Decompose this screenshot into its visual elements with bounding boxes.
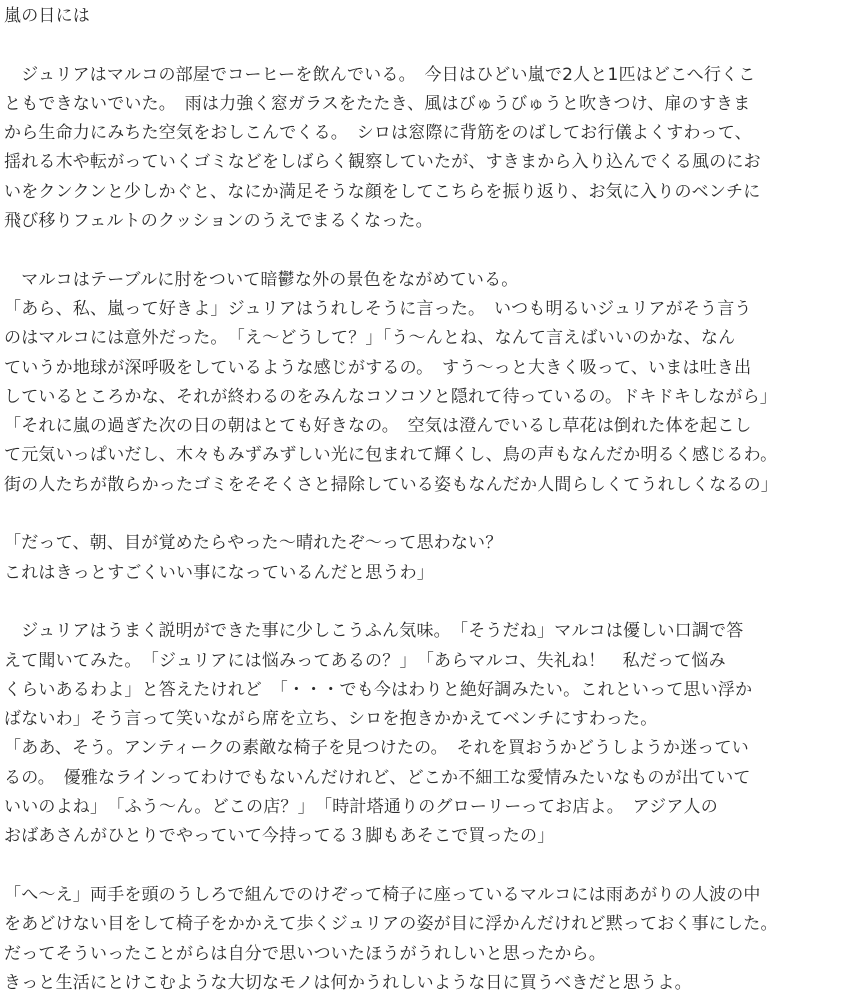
paragraph: [4, 61, 845, 237]
text-line: くらいあるわよ」と答えたけれど 「・・・でも今はわりと絶好調みたい。これといって思い浮か: [4, 679, 753, 700]
document-title: 嵐の日には: [4, 6, 90, 26]
text-line: て元気いっぱいだし、木々もみずみずしい光に包まれて輝くし、鳥の声もなんだか明るく感じるわ。: [4, 445, 778, 466]
paragraph-spacer: [4, 236, 845, 265]
text-line: おばあさんがひとりでやっていて今持ってる３脚もあそこで買ったの」: [4, 826, 555, 847]
text-line: 「ああ、そう。アンティークの素敵な椅子を見つけたの。 それを買おうかどうしようか迷ってい: [4, 738, 749, 759]
text-line: から生命力にみちた空気をおしこんでくる。 シロは窓際に背筋をのばしてお行儀よくすわって、: [4, 123, 752, 144]
text-line: だってそういったことがらは自分で思いついたほうがうれしいと思ったから。: [4, 943, 606, 964]
text-line: ともできないでいた。 雨は力強く窓ガラスをたたき、風はびゅうびゅうと吹きつけ、扉のすきま: [4, 93, 751, 114]
text-line: これはきっとすごくいい事になっているんだと思うわ」: [4, 562, 434, 583]
text-line: いいのよね」 「ふう〜ん。どこの店？」 「時計塔通りのグローリーってお店よ。 アジア人の: [4, 797, 718, 818]
paragraph: [4, 881, 845, 998]
text-line: いをクンクンと少しかぐと、なにか満足そうな顔をしてこちらを振り返り、お気に入りのベンチに: [4, 181, 761, 202]
text-line: 「へ〜え」両手を頭のうしろで組んでのけぞって椅子に座っているマルコには雨あがりの人波の中: [4, 884, 761, 905]
paragraph: [4, 266, 845, 500]
text-line: 「あら、私、嵐って好きよ」ジュリアはうれしそうに言った。 いつも明るいジュリアがそう言う: [4, 298, 752, 319]
text-line: ジュリアはマルコの部屋でコーヒーを飲んでいる。 今日はひどい嵐で2人と1匹はどこへ行くこ: [4, 64, 756, 85]
text-line: ジュリアはうまく説明ができた事に少しこうふん気味。 「そうだね」マルコは優しい口調で答: [4, 621, 744, 642]
text-line: るの。 優雅なラインってわけでもないんだけれど、どこか不細工な愛情みたいなものが出ていて: [4, 767, 751, 788]
text-line: しているところかな、それが終わるのをみんなコソコソと隠れて待っているの。ドキドキしながら」: [4, 386, 777, 407]
text-line: 街の人たちが散らかったゴミをそそくさと掃除している姿もなんだか人間らしくてうれしくなるの」: [4, 474, 778, 495]
text-line: えて聞いてみた。 「ジュリアには悩みってあるの？」 「あらマルコ、失礼ね！ 私だって悩み: [4, 650, 726, 671]
paragraph-spacer: [4, 852, 845, 881]
text-line: 「だって、朝、目が覚めたらやった〜晴れたぞ〜って思わない？: [4, 533, 503, 554]
paragraph-spacer: [4, 588, 845, 617]
paragraph: [4, 529, 845, 588]
text-line: 「それに嵐の過ぎた次の日の朝はとても好きなの。 空気は澄んでいるし草花は倒れた体を起こし: [4, 416, 752, 437]
text-line: 揺れる木や転がっていくゴミなどをしばらく観察していたが、すきまから入り込んでくる風のにお: [4, 152, 761, 173]
text-line: 飛び移りフェルトのクッションのうえでまるくなった。: [4, 211, 433, 232]
text-line: をあどけない目をして椅子をかかえて歩くジュリアの姿が目に浮かんだけれど黙っておく事にした。: [4, 914, 778, 935]
text-line: きっと生活にとけこむような大切なモノは何かうれしいような日に買うべきだと思うよ。: [4, 972, 692, 993]
paragraph-spacer: [4, 31, 845, 60]
paragraph-spacer: [4, 500, 845, 529]
text-line: マルコはテーブルに肘をついて暗鬱な外の景色をながめている。: [4, 269, 519, 290]
paragraph: [4, 617, 845, 851]
text-line: ていうか地球が深呼吸をしているような感じがするの。 すう〜っと大きく吸って、いまは吐き出: [4, 357, 752, 378]
text-line: ばないわ」そう言って笑いながら席を立ち、シロを抱きかかえてベンチにすわった。: [4, 709, 658, 730]
text-line: のはマルコには意外だった。 「え〜どうして？」「う〜んとね、なんて言えばいいのかな、なん: [4, 328, 736, 349]
